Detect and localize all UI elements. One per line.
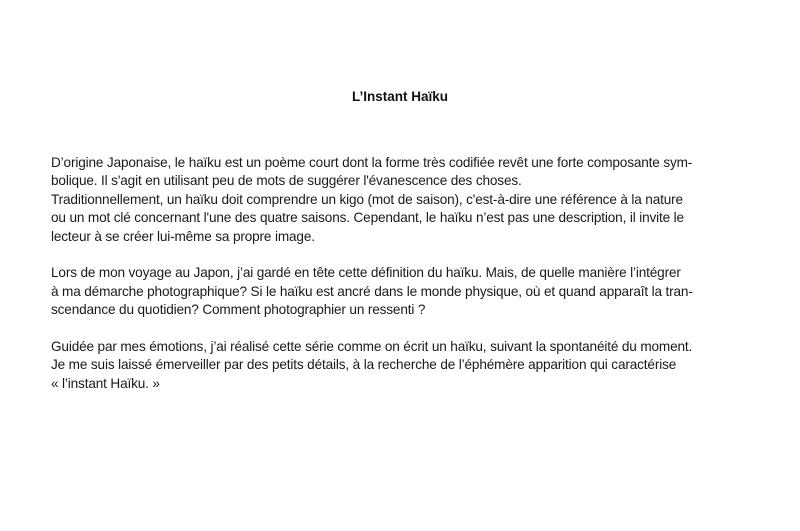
paragraph-voyage — [51, 264, 741, 319]
text-line: Guidée par mes émotions, j’ai réalisé cette série comme on écrit un haïku, suivant la spontanéité du moment. — [51, 339, 693, 355]
text-line: D’origine Japonaise, le haïku est un poème court dont la forme très codifiée revêt une forte composante sym- — [51, 155, 693, 170]
text-line: à ma démarche photographique? Si le haïku est ancré dans le monde physique, où et quand apparaît la tran- — [51, 283, 693, 299]
paragraph-emotions — [51, 338, 741, 393]
paragraph-spacer — [51, 320, 741, 338]
text-line: Lors de mon voyage au Japon, j’ai gardé en tête cette définition du haïku. Mais, de quelle manière l’intégrer — [51, 265, 681, 281]
page-title: L’Instant Haïku — [351, 89, 449, 104]
text-line: scendance du quotidien? Comment photographier un ressenti ? — [51, 302, 426, 318]
text-line: Traditionnellement, un haïku doit comprendre un kigo (mot de saison), c'est-à-dire une référence à la nature — [51, 191, 683, 207]
text-line: Je me suis laissé émerveiller par des petits détails, à la recherche de l’éphémère apparition qui caractérise — [51, 357, 677, 373]
text-line: lecteur à se créer lui-même sa propre image. — [51, 228, 315, 244]
text-line: ou un mot clé concernant l'une des quatre saisons. Cependant, le haïku n’est pas une description, il invite le — [51, 210, 684, 226]
text-line: bolique. Il s'agit en utilisant peu de mots de suggérer l'évanescence des choses. — [51, 173, 522, 189]
paragraph-origin — [51, 154, 741, 246]
document-body — [51, 154, 741, 393]
text-line: « l’instant Haïku. » — [51, 375, 160, 391]
paragraph-spacer — [51, 246, 741, 264]
